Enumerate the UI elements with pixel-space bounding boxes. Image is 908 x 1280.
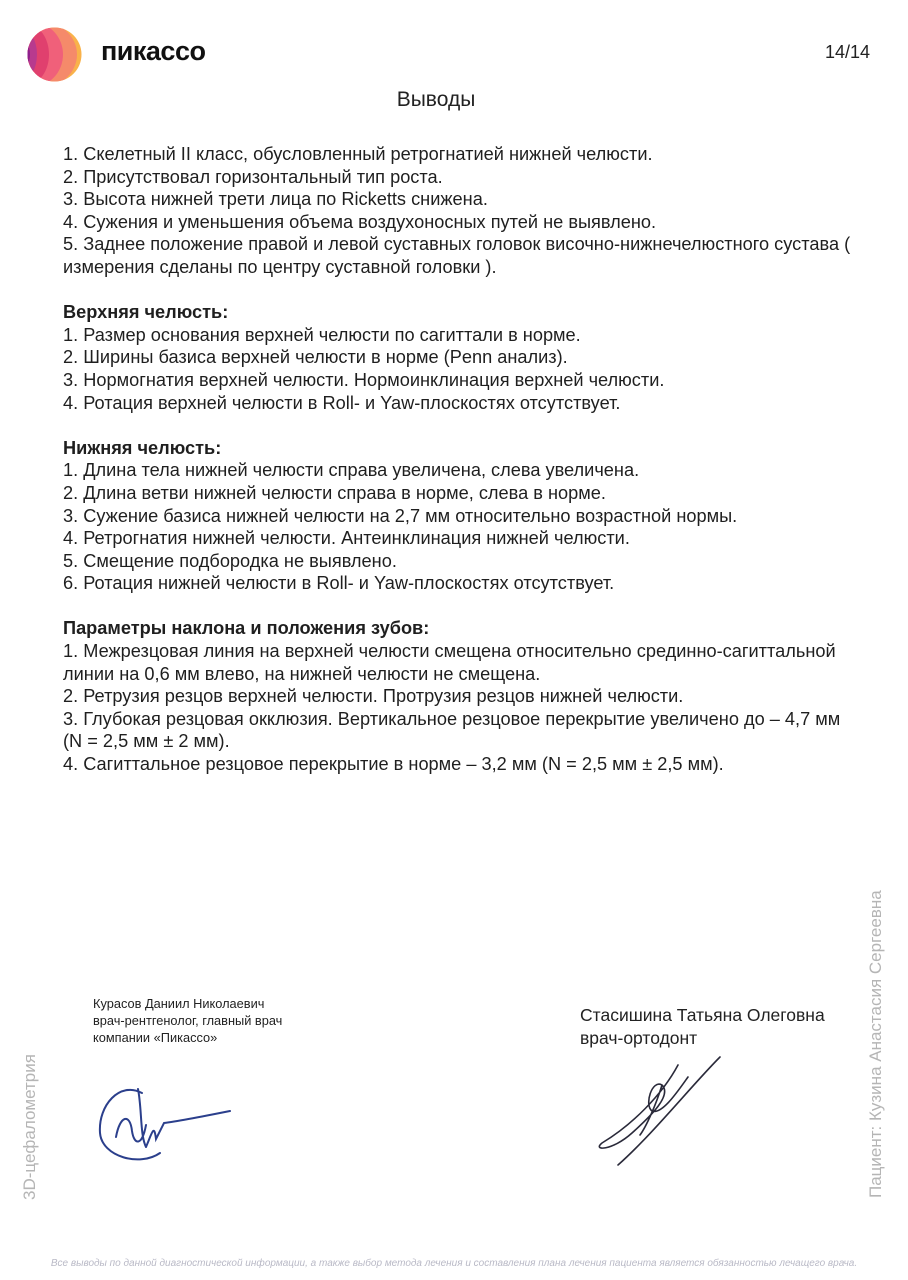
left-signatory-role: врач-рентгенолог, главный врач [93, 1013, 283, 1028]
lower-jaw-item: 4. Ретрогнатия нижней челюсти. Антеинклинация нижней челюсти. [63, 528, 630, 549]
conclusion-item: 5. Заднее положение правой и левой суставных головок височно-нижнечелюстного сустава ( измерения сделаны по центру суставной головки ). [63, 234, 851, 277]
upper-jaw-item: 3. Нормогнатия верхней челюсти. Нормоинклинация верхней челюсти. [63, 369, 665, 390]
teeth-item: 3. Глубокая резцовая окклюзия. Вертикальное резцовое перекрытие увеличено до – 4,7 мм (N = 2,5 мм ± 2 мм). [63, 708, 841, 752]
picasso-logo-icon [27, 27, 82, 82]
page-title: Выводы [396, 88, 476, 111]
footer-disclaimer: Все выводы по данной диагностической информации, а также выбор метода лечения и составления плана лечения пациента является обязанностью лечащего врача. [50, 1258, 858, 1269]
page-number: 14/14 [824, 42, 870, 62]
left-signatory-company: компании «Пикассо» [93, 1030, 218, 1045]
left-signatory-name: Курасов Даниил Николаевич [93, 996, 265, 1011]
lower-jaw-item: 3. Сужение базиса нижней челюсти на 2,7 мм относительно возрастной нормы. [63, 505, 738, 526]
right-signature-icon [592, 1055, 732, 1170]
conclusion-item: 3. Высота нижней трети лица по Ricketts снижена. [63, 189, 488, 210]
section-title-upper-jaw: Верхняя челюсть: [63, 302, 229, 323]
conclusion-item: 2. Присутствовал горизонтальный тип роста. [63, 166, 443, 187]
teeth-item: 2. Ретрузия резцов верхней челюсти. Протрузия резцов нижней челюсти. [63, 686, 684, 707]
upper-jaw-item: 2. Ширины базиса верхней челюсти в норме (Penn анализ). [63, 347, 568, 368]
right-signatory-role: врач-ортодонт [580, 1027, 698, 1048]
right-signatory [580, 1004, 825, 1049]
lower-jaw-item: 5. Смещение подбородка не выявлено. [63, 550, 397, 571]
conclusion-item: 4. Сужения и уменьшения объема воздухоносных путей не выявлено. [63, 211, 657, 232]
side-label-patient: Пациент: Кузина Анастасия Сергеевна [866, 890, 885, 1198]
left-signatory [93, 995, 282, 1046]
section-title-teeth: Параметры наклона и положения зубов: [63, 618, 430, 639]
teeth-item: 1. Межрезцовая линия на верхней челюсти смещена относительно срединно-сагиттальной линии на 0,6 мм влево, на нижней челюсти не смещена. [63, 641, 836, 684]
upper-jaw-item: 1. Размер основания верхней челюсти по сагиттали в норме. [63, 324, 581, 345]
brand-name: пикассо [101, 36, 206, 66]
conclusion-item: 1. Скелетный II класс, обусловленный ретрогнатией нижней челюсти. [63, 144, 653, 164]
lower-jaw-item: 6. Ротация нижней челюсти в Roll- и Yaw-плоскостях отсутствует. [63, 573, 615, 594]
lower-jaw-item: 2. Длина ветви нижней челюсти справа в норме, слева в норме. [63, 482, 606, 503]
left-signature-icon [90, 1075, 240, 1170]
section-title-lower-jaw: Нижняя челюсть: [63, 437, 222, 458]
right-signatory-name: Стасишина Татьяна Олеговна [580, 1005, 825, 1025]
lower-jaw-item: 1. Длина тела нижней челюсти справа увеличена, слева увеличена. [63, 460, 640, 481]
side-label-left: 3D-цефалометрия [20, 1054, 39, 1200]
teeth-item: 4. Сагиттальное резцовое перекрытие в норме – 3,2 мм (N = 2,5 мм ± 2,5 мм). [63, 754, 724, 775]
conclusions-body [63, 143, 853, 776]
upper-jaw-item: 4. Ротация верхней челюсти в Roll- и Yaw-плоскостях отсутствует. [63, 392, 621, 413]
